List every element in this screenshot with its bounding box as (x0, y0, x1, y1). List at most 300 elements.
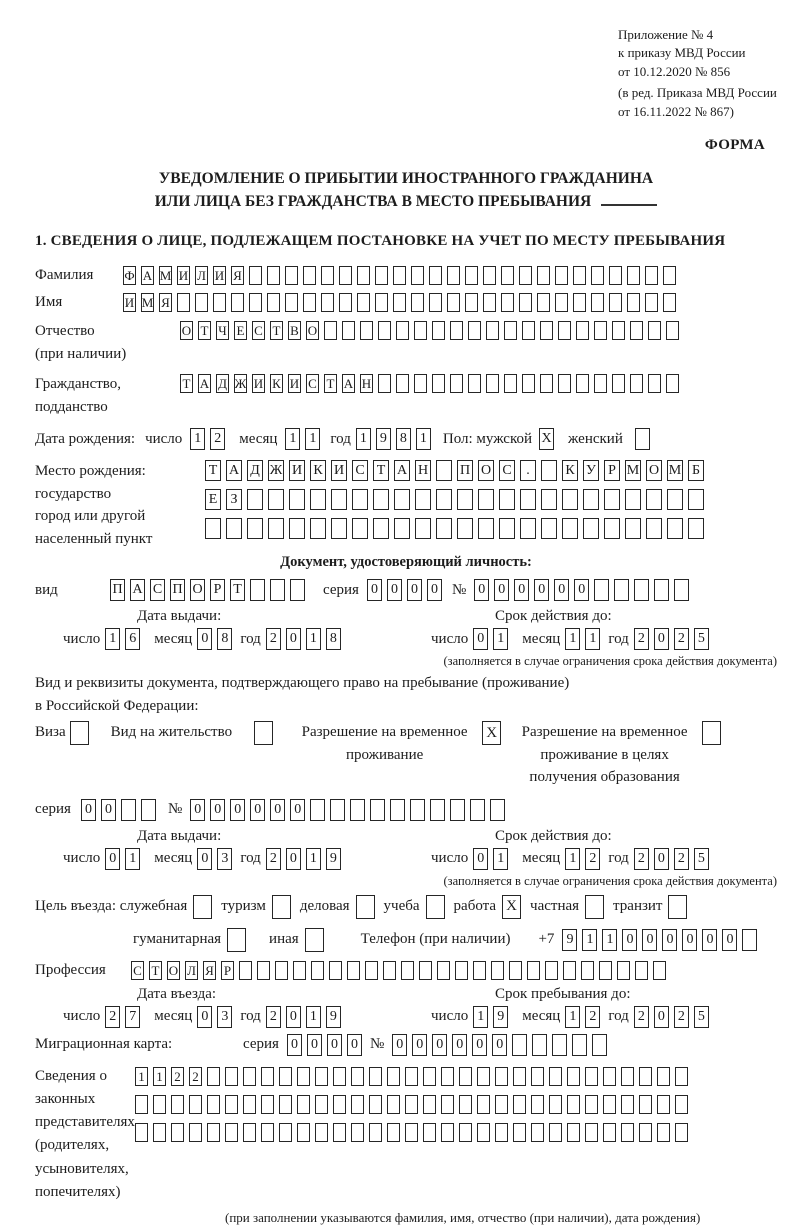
form-cell[interactable]: А (394, 460, 410, 481)
form-cell[interactable]: 0 (722, 929, 737, 951)
form-cell[interactable] (205, 518, 221, 539)
form-cell[interactable]: 0 (622, 929, 637, 951)
form-cell[interactable] (490, 799, 505, 821)
form-cell[interactable] (604, 489, 620, 510)
form-cell[interactable] (592, 1034, 607, 1056)
form-cell[interactable] (310, 518, 326, 539)
form-cell[interactable]: 0 (473, 848, 488, 870)
form-cell[interactable] (171, 1095, 184, 1114)
form-cell[interactable]: С (252, 321, 265, 340)
form-cell[interactable] (594, 579, 609, 601)
form-cell[interactable] (270, 579, 285, 601)
form-cell[interactable] (321, 293, 334, 312)
form-cell[interactable] (499, 518, 515, 539)
form-cell[interactable] (342, 321, 355, 340)
form-cell[interactable]: П (110, 579, 125, 601)
form-cell[interactable] (414, 374, 427, 393)
form-cell[interactable]: 0 (514, 579, 529, 601)
form-cell[interactable] (267, 293, 280, 312)
form-cell[interactable] (375, 266, 388, 285)
form-cell[interactable] (470, 799, 485, 821)
form-cell[interactable] (231, 293, 244, 312)
form-cell[interactable] (509, 961, 522, 980)
form-cell[interactable] (581, 961, 594, 980)
form-cell[interactable] (297, 1095, 310, 1114)
form-cell[interactable] (450, 374, 463, 393)
form-cell[interactable] (141, 799, 156, 821)
form-cell[interactable]: 0 (654, 628, 669, 650)
form-cell[interactable] (411, 293, 424, 312)
form-cell[interactable] (303, 266, 316, 285)
form-cell[interactable]: А (343, 376, 354, 392)
form-cell[interactable] (468, 321, 481, 340)
form-cell[interactable]: 2 (266, 1006, 281, 1028)
form-cell[interactable]: 0 (494, 579, 509, 601)
form-cell[interactable] (293, 961, 306, 980)
form-cell[interactable] (365, 961, 378, 980)
form-cell[interactable]: М (141, 295, 154, 311)
form-cell[interactable]: С (352, 460, 368, 481)
form-cell[interactable] (352, 489, 368, 510)
form-cell[interactable] (594, 321, 607, 340)
form-cell[interactable]: Б (688, 460, 704, 481)
form-cell[interactable]: С (131, 961, 144, 980)
form-cell[interactable]: 1 (305, 428, 320, 450)
form-cell[interactable] (189, 1095, 202, 1114)
form-cell[interactable]: Р (221, 961, 234, 980)
form-cell[interactable]: 0 (654, 848, 669, 870)
form-cell[interactable]: Ф (124, 268, 135, 284)
form-cell[interactable] (576, 374, 589, 393)
form-cell[interactable]: 7 (125, 1006, 140, 1028)
form-cell[interactable] (411, 266, 424, 285)
form-cell[interactable] (648, 321, 661, 340)
form-cell[interactable] (153, 1123, 166, 1142)
form-cell[interactable]: М (159, 268, 172, 284)
form-cell[interactable] (432, 374, 445, 393)
form-cell[interactable] (396, 321, 409, 340)
form-cell[interactable] (357, 266, 370, 285)
form-cell[interactable] (663, 266, 676, 285)
form-cell[interactable]: Е (205, 489, 221, 510)
form-cell[interactable] (394, 489, 410, 510)
form-cell[interactable]: Т (180, 374, 193, 393)
form-cell[interactable]: В (288, 321, 301, 340)
form-cell[interactable]: 8 (396, 428, 411, 450)
form-cell[interactable] (369, 1095, 382, 1114)
form-cell[interactable] (225, 1123, 238, 1142)
form-cell[interactable]: 9 (562, 929, 577, 951)
form-cell[interactable]: 0 (327, 1034, 342, 1056)
form-cell[interactable]: 1 (306, 1006, 321, 1028)
form-cell[interactable] (549, 1095, 562, 1114)
form-cell[interactable] (254, 721, 273, 745)
form-cell[interactable]: 1 (585, 628, 600, 650)
form-cell[interactable]: Я (203, 961, 216, 980)
form-cell[interactable] (666, 374, 679, 393)
form-cell[interactable] (603, 1123, 616, 1142)
form-cell[interactable]: 0 (427, 579, 442, 601)
form-cell[interactable] (268, 518, 284, 539)
form-cell[interactable] (572, 1034, 587, 1056)
form-cell[interactable] (531, 1067, 544, 1086)
form-cell[interactable]: 0 (347, 1034, 362, 1056)
form-cell[interactable] (667, 518, 683, 539)
form-cell[interactable] (465, 266, 478, 285)
form-cell[interactable]: Ж (268, 460, 284, 481)
form-cell[interactable] (450, 321, 463, 340)
form-cell[interactable]: 1 (473, 1006, 488, 1028)
form-cell[interactable]: О (168, 962, 179, 978)
form-cell[interactable] (630, 374, 643, 393)
form-cell[interactable]: 0 (702, 929, 717, 951)
form-cell[interactable]: 9 (376, 428, 391, 450)
form-cell[interactable]: 0 (392, 1034, 407, 1056)
form-cell[interactable] (441, 1123, 454, 1142)
form-cell[interactable]: 0 (190, 799, 205, 821)
form-cell[interactable] (339, 293, 352, 312)
form-cell[interactable] (573, 266, 586, 285)
form-cell[interactable] (347, 961, 360, 980)
form-cell[interactable] (459, 1067, 472, 1086)
form-cell[interactable] (401, 961, 414, 980)
form-cell[interactable]: 2 (674, 1006, 689, 1028)
form-cell[interactable] (562, 518, 578, 539)
form-cell[interactable]: 1 (356, 428, 371, 450)
form-cell[interactable] (459, 1123, 472, 1142)
form-cell[interactable] (663, 293, 676, 312)
form-cell[interactable] (394, 518, 410, 539)
form-cell[interactable] (447, 266, 460, 285)
form-cell[interactable] (387, 1095, 400, 1114)
form-cell[interactable] (604, 518, 620, 539)
form-cell[interactable] (512, 1034, 527, 1056)
form-cell[interactable] (423, 1067, 436, 1086)
form-cell[interactable] (383, 961, 396, 980)
form-cell[interactable]: 0 (197, 628, 212, 650)
form-cell[interactable]: 0 (286, 848, 301, 870)
form-cell[interactable] (429, 266, 442, 285)
form-cell[interactable]: О (307, 323, 318, 339)
form-cell[interactable]: 2 (266, 628, 281, 650)
form-cell[interactable] (675, 1095, 688, 1114)
form-cell[interactable]: А (199, 376, 210, 392)
form-cell[interactable] (450, 799, 465, 821)
form-cell[interactable] (378, 374, 391, 393)
form-cell[interactable] (70, 721, 89, 745)
form-cell[interactable] (563, 961, 576, 980)
form-cell[interactable] (290, 579, 305, 601)
form-cell[interactable] (612, 374, 625, 393)
form-cell[interactable]: 0 (286, 628, 301, 650)
form-cell[interactable]: К (310, 460, 326, 481)
form-cell[interactable]: О (181, 323, 192, 339)
form-cell[interactable]: 0 (197, 1006, 212, 1028)
form-cell[interactable] (243, 1067, 256, 1086)
form-cell[interactable] (634, 579, 649, 601)
form-cell[interactable]: Я (231, 266, 244, 285)
form-cell[interactable] (594, 374, 607, 393)
form-cell[interactable] (405, 1123, 418, 1142)
form-cell[interactable]: 0 (554, 579, 569, 601)
form-cell[interactable] (405, 1095, 418, 1114)
form-cell[interactable] (285, 266, 298, 285)
form-cell[interactable] (465, 293, 478, 312)
form-cell[interactable] (483, 266, 496, 285)
form-cell[interactable]: 9 (326, 1006, 341, 1028)
form-cell[interactable]: С (306, 374, 319, 393)
form-cell[interactable] (437, 961, 450, 980)
form-cell[interactable] (667, 489, 683, 510)
form-cell[interactable] (310, 489, 326, 510)
form-cell[interactable] (527, 961, 540, 980)
form-cell[interactable]: . (520, 460, 536, 481)
form-cell[interactable] (635, 961, 648, 980)
form-cell[interactable] (657, 1095, 670, 1114)
form-cell[interactable] (576, 321, 589, 340)
form-cell[interactable] (257, 961, 270, 980)
form-cell[interactable]: 1 (306, 848, 321, 870)
form-cell[interactable] (531, 1095, 544, 1114)
form-cell[interactable]: 0 (574, 579, 589, 601)
form-cell[interactable] (369, 1123, 382, 1142)
form-cell[interactable] (429, 293, 442, 312)
form-cell[interactable] (239, 961, 252, 980)
form-cell[interactable] (457, 518, 473, 539)
form-cell[interactable] (375, 293, 388, 312)
form-cell[interactable]: 2 (674, 848, 689, 870)
form-cell[interactable]: 0 (230, 799, 245, 821)
form-cell[interactable] (121, 799, 136, 821)
form-cell[interactable] (591, 293, 604, 312)
form-cell[interactable]: 0 (105, 848, 120, 870)
form-cell[interactable] (243, 1095, 256, 1114)
form-cell[interactable] (603, 1095, 616, 1114)
form-cell[interactable] (549, 1067, 562, 1086)
form-cell[interactable] (455, 961, 468, 980)
form-cell[interactable]: О (478, 460, 494, 481)
form-cell[interactable] (501, 293, 514, 312)
form-cell[interactable] (478, 518, 494, 539)
form-cell[interactable]: О (646, 460, 662, 481)
form-cell[interactable] (486, 374, 499, 393)
form-cell[interactable] (333, 1067, 346, 1086)
form-cell[interactable]: Н (415, 460, 431, 481)
form-cell[interactable] (625, 489, 641, 510)
form-cell[interactable] (513, 1095, 526, 1114)
form-cell[interactable] (432, 321, 445, 340)
form-cell[interactable] (351, 1095, 364, 1114)
form-cell[interactable] (519, 266, 532, 285)
form-cell[interactable] (289, 518, 305, 539)
form-cell[interactable] (225, 1095, 238, 1114)
form-cell[interactable]: 2 (585, 1006, 600, 1028)
form-cell[interactable]: 5 (694, 628, 709, 650)
form-cell[interactable] (555, 293, 568, 312)
form-cell[interactable] (415, 518, 431, 539)
form-cell[interactable]: Т (149, 961, 162, 980)
form-cell[interactable]: 1 (306, 628, 321, 650)
form-cell[interactable] (627, 266, 640, 285)
form-cell[interactable]: 1 (602, 929, 617, 951)
form-cell[interactable] (639, 1123, 652, 1142)
form-cell[interactable] (742, 929, 757, 951)
form-cell[interactable] (562, 489, 578, 510)
form-cell[interactable] (558, 374, 571, 393)
form-cell[interactable] (491, 961, 504, 980)
form-cell[interactable] (520, 518, 536, 539)
form-cell[interactable] (339, 266, 352, 285)
form-cell[interactable]: Л (195, 266, 208, 285)
form-cell[interactable] (171, 1123, 184, 1142)
form-cell[interactable]: 3 (217, 1006, 232, 1028)
form-cell[interactable]: 0 (250, 799, 265, 821)
form-cell[interactable] (360, 321, 373, 340)
form-cell[interactable] (329, 961, 342, 980)
form-cell[interactable] (552, 1034, 567, 1056)
form-cell[interactable] (297, 1123, 310, 1142)
form-cell[interactable] (430, 799, 445, 821)
form-cell[interactable]: 2 (585, 848, 600, 870)
form-cell[interactable]: Н (361, 376, 372, 392)
form-cell[interactable]: И (214, 268, 225, 284)
form-cell[interactable] (370, 799, 385, 821)
form-cell[interactable] (310, 799, 325, 821)
form-cell[interactable]: 1 (135, 1067, 148, 1086)
form-cell[interactable]: Т (198, 321, 211, 340)
form-cell[interactable] (396, 374, 409, 393)
form-cell[interactable]: 1 (582, 929, 597, 951)
form-cell[interactable] (419, 961, 432, 980)
form-cell[interactable] (272, 895, 291, 919)
form-cell[interactable] (499, 489, 515, 510)
form-cell[interactable] (646, 518, 662, 539)
form-cell[interactable]: 2 (189, 1067, 202, 1086)
form-cell[interactable] (609, 266, 622, 285)
form-cell[interactable] (213, 293, 226, 312)
form-cell[interactable] (621, 1067, 634, 1086)
form-cell[interactable] (315, 1095, 328, 1114)
form-cell[interactable] (393, 266, 406, 285)
form-cell[interactable] (483, 293, 496, 312)
form-cell[interactable]: 0 (270, 799, 285, 821)
form-cell[interactable]: 1 (565, 848, 580, 870)
form-cell[interactable] (495, 1067, 508, 1086)
form-cell[interactable] (617, 961, 630, 980)
form-cell[interactable]: 0 (473, 628, 488, 650)
form-cell[interactable] (540, 374, 553, 393)
form-cell[interactable]: 0 (307, 1034, 322, 1056)
form-cell[interactable] (495, 1095, 508, 1114)
form-cell[interactable]: И (289, 376, 300, 392)
form-cell[interactable] (247, 489, 263, 510)
form-cell[interactable]: П (457, 460, 473, 481)
form-cell[interactable] (267, 266, 280, 285)
form-cell[interactable] (331, 518, 347, 539)
form-cell[interactable]: 5 (694, 1006, 709, 1028)
form-cell[interactable]: 6 (125, 628, 140, 650)
form-cell[interactable]: Т (270, 321, 283, 340)
form-cell[interactable] (321, 266, 334, 285)
form-cell[interactable]: 1 (190, 428, 205, 450)
form-cell[interactable] (627, 293, 640, 312)
form-cell[interactable] (495, 1123, 508, 1142)
form-cell[interactable]: Л (185, 961, 198, 980)
form-cell[interactable]: 0 (101, 799, 116, 821)
form-cell[interactable] (591, 266, 604, 285)
form-cell[interactable] (657, 1067, 670, 1086)
form-cell[interactable] (549, 1123, 562, 1142)
form-cell[interactable] (675, 1123, 688, 1142)
form-cell[interactable] (519, 293, 532, 312)
form-cell[interactable] (135, 1123, 148, 1142)
form-cell[interactable]: А (226, 460, 242, 481)
form-cell[interactable] (410, 799, 425, 821)
form-cell[interactable]: И (124, 295, 135, 311)
form-cell[interactable] (501, 266, 514, 285)
form-cell[interactable]: 0 (367, 579, 382, 601)
form-cell[interactable] (324, 321, 337, 340)
form-cell[interactable]: 0 (81, 799, 96, 821)
form-cell[interactable] (612, 321, 625, 340)
form-cell[interactable] (189, 1123, 202, 1142)
form-cell[interactable] (545, 961, 558, 980)
form-cell[interactable] (207, 1123, 220, 1142)
form-cell[interactable] (331, 489, 347, 510)
form-cell[interactable]: 2 (634, 1006, 649, 1028)
form-cell[interactable] (226, 518, 242, 539)
form-cell[interactable] (193, 895, 212, 919)
form-cell[interactable] (373, 489, 389, 510)
form-cell[interactable]: И (178, 268, 189, 284)
form-cell[interactable] (513, 1067, 526, 1086)
form-cell[interactable] (285, 293, 298, 312)
form-cell[interactable] (333, 1123, 346, 1142)
form-cell[interactable]: Т (205, 460, 221, 481)
form-cell[interactable] (261, 1095, 274, 1114)
form-cell[interactable] (532, 1034, 547, 1056)
form-cell[interactable]: 1 (416, 428, 431, 450)
form-cell[interactable]: 0 (642, 929, 657, 951)
form-cell[interactable] (153, 1095, 166, 1114)
form-cell[interactable] (305, 928, 324, 952)
form-cell[interactable] (436, 518, 452, 539)
form-cell[interactable] (436, 460, 452, 481)
form-cell[interactable] (504, 321, 517, 340)
form-cell[interactable] (351, 1067, 364, 1086)
form-cell[interactable] (415, 489, 431, 510)
form-cell[interactable]: 8 (217, 628, 232, 650)
form-cell[interactable] (675, 1067, 688, 1086)
form-cell[interactable]: 1 (493, 628, 508, 650)
form-cell[interactable] (603, 1067, 616, 1086)
form-cell[interactable]: М (625, 460, 641, 481)
form-cell[interactable] (583, 489, 599, 510)
form-cell[interactable] (639, 1095, 652, 1114)
form-cell[interactable] (674, 579, 689, 601)
form-cell[interactable] (621, 1095, 634, 1114)
form-cell[interactable]: А (130, 579, 145, 601)
form-cell[interactable] (630, 321, 643, 340)
form-cell[interactable] (351, 1123, 364, 1142)
form-cell[interactable] (486, 321, 499, 340)
form-cell[interactable] (352, 518, 368, 539)
form-cell[interactable]: 0 (412, 1034, 427, 1056)
form-cell[interactable]: 2 (210, 428, 225, 450)
form-cell[interactable]: И (253, 376, 264, 392)
form-cell[interactable]: Т (230, 579, 245, 601)
form-cell[interactable] (390, 799, 405, 821)
